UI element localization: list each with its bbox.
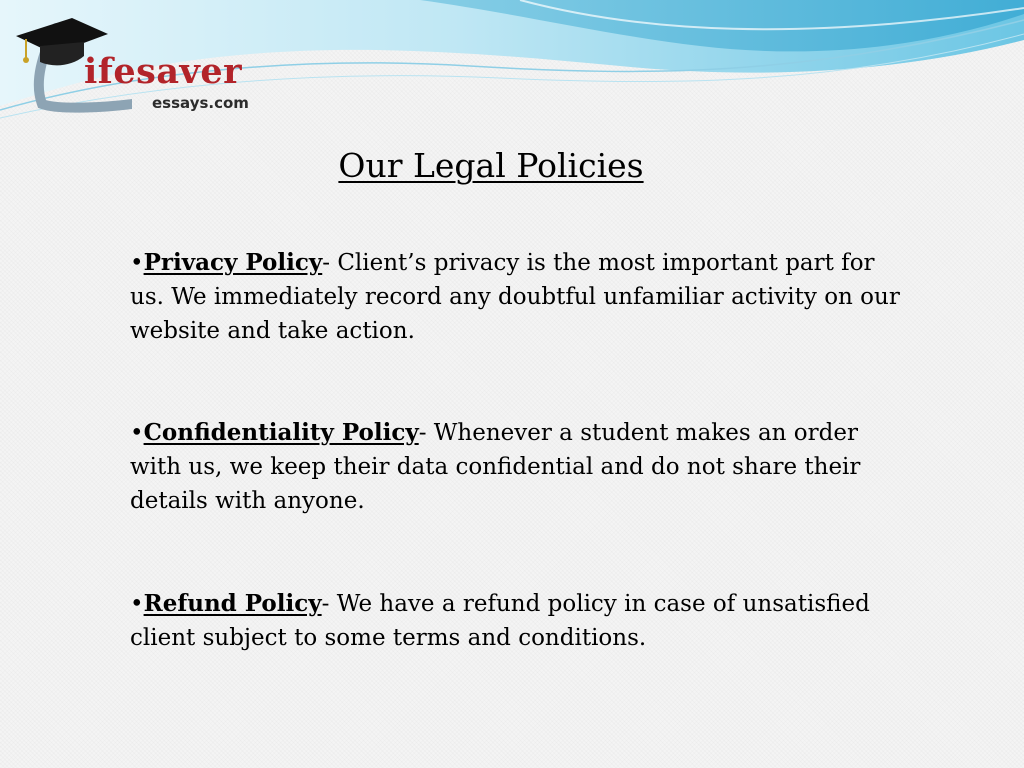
policy-text: - Whenever a student makes an order with us, we keep their data confidential and do not share their details with anyone.: [130, 420, 861, 514]
policy-text: - Client’s privacy is the most important part for us. We immediately record any doubtful unfamiliar activity on our website and take action.: [130, 250, 900, 344]
page-title: Our Legal Policies: [338, 146, 644, 185]
policy-confidentiality: [130, 416, 910, 518]
policy-name: Privacy Policy: [143, 249, 323, 276]
logo-subtext: essays.com: [152, 94, 249, 112]
logo-wordmark: ifesaver: [84, 51, 243, 92]
bullet: •: [130, 420, 144, 446]
policy-privacy: [130, 246, 910, 348]
bullet: •: [130, 250, 144, 276]
policy-name: Confidentiality Policy: [143, 419, 419, 446]
bullet: •: [130, 591, 144, 617]
policy-text: - We have a refund policy in case of unsatisfied client subject to some terms and conditions.: [130, 591, 870, 651]
policy-name: Refund Policy: [143, 590, 322, 617]
lifesaver-essays-logo[interactable]: [12, 6, 312, 114]
policy-refund: [130, 587, 910, 655]
